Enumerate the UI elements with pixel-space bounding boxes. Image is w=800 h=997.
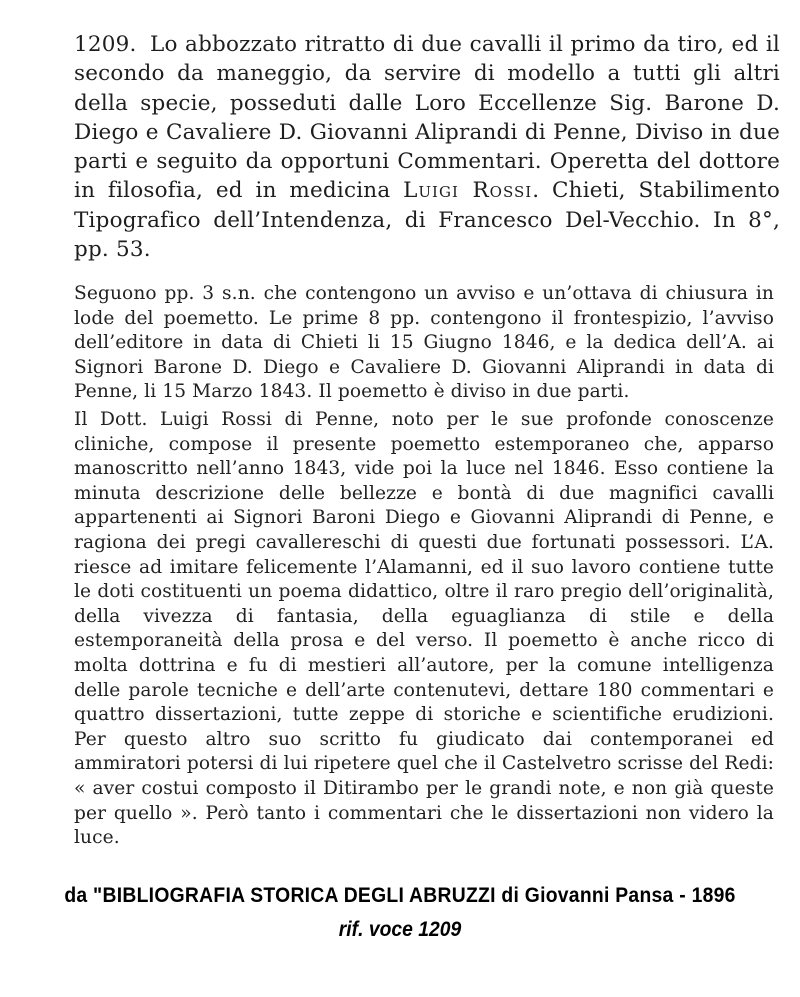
- entry-title-text: Lo abbozzato ritratto di due cavalli il primo da tiro, ed il secondo da maneggio, da servire di modello a tutti gli altri della specie, posseduti dalle Loro Eccellenze Sig. Barone D. Diego e Cavaliere D. Giovanni Aliprandi di Penne, Diviso in due parti e seguito da opportuni Commentari. Operetta del dottore in filosofia, ed in medicina: [74, 32, 780, 204]
- entry-author: Luigi Rossi: [403, 178, 533, 204]
- entry-number: 1209.: [74, 32, 137, 57]
- notes-paragraph-1-end: in data di Penne, li 15 Marzo 1843. Il poemetto è diviso in due parti.: [74, 356, 774, 403]
- notes-paragraph-1: [74, 282, 774, 405]
- source-citation: da "BIBLIOGRAFIA STORICA DEGLI ABRUZZI di Giovanni Pansa - 1896: [64, 884, 736, 907]
- notes-paragraph-2-text: Il Dott. Luigi Rossi di Penne, noto per le sue profonde conoscenze cliniche, compose il presente poemetto estemporaneo che, apparso manoscritto nell’anno 1843, vide poi la luce nel 1846. Esso contiene la minuta descrizione delle bellezze e bontà di due magnifici cavalli appartenenti ai Signori Baroni Diego e Giovanni Aliprandi di Penne, e ragiona dei pregi cavallereschi di questi due fortunati possessori. L’A. riesce ad imitare felicemente l’Alamanni, ed il suo lavoro contiene tutte le doti costituenti un poema didattico, oltre il raro pregio dell’originalità, della vivezza di fantasia, della eguaglianza di stile e della estemporaneità della prosa e del verso. Il poemetto è anche ricco di molta dottrina e fu di mestieri all’autore, per la comune intelligenza delle parole tecniche e dell’arte contenutevi, dettare 180 commentari e quattro dissertazioni, tutte zeppe di storiche e scientifiche erudizioni. Per questo altro suo scritto fu giudicato dai contemporanei ed ammiratori potersi di lui ripetere quel che il Castelvetro scrisse del Redi: « aver costui composto il Ditirambo per le grandi note, e non già queste per quello ». Però tanto i commentari che le dissertazioni non videro la luce.: [74, 409, 774, 849]
- notes-paragraph-2: [74, 408, 774, 851]
- source-reference: rif. voce 1209: [338, 918, 462, 941]
- notes-paragraph-1-text: [74, 282, 774, 405]
- entry-publication-text: . Chieti, Stabilimento Tipografico dell’Intendenza, di Francesco Del-Vecchio. In 8°, pp. 53.: [74, 178, 780, 263]
- bibliography-entry: [74, 30, 780, 264]
- notes-paragraph-1-body: Seguono pp. 3 s.n. che contengono un avviso e un’ottava di chiusura in lode del poemetto. Le prime 8 pp. contengono il frontespizio, l’avviso dell’editore in data di Chieti li 15 Giugno 1846, e la dedica dell’A. ai Signori Barone D. Diego e Cavaliere D. Giovanni Aliprandi: [74, 283, 774, 378]
